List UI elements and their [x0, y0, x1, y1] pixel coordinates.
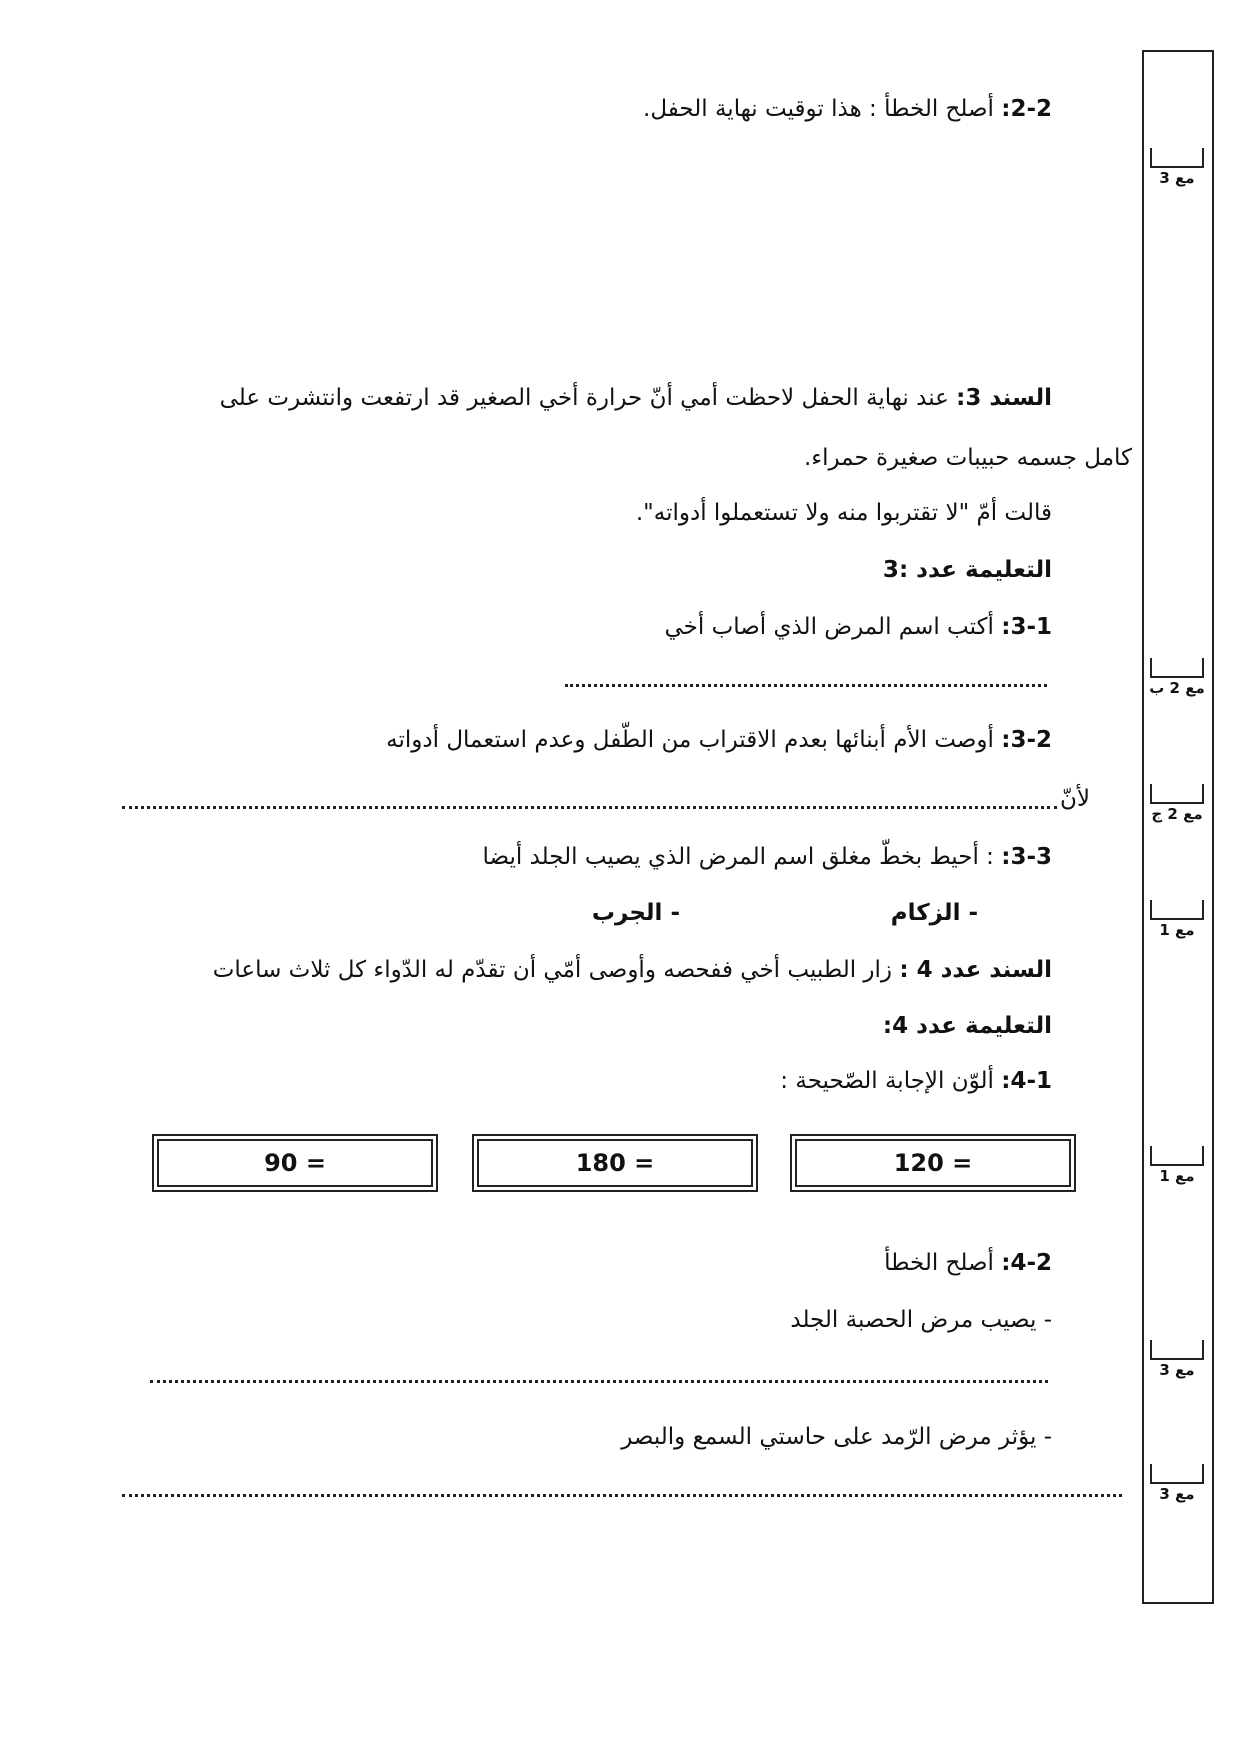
score-label: مع 3 [1159, 1361, 1195, 1379]
question-3-2 [386, 725, 1052, 755]
score-label: مع 1 [1159, 1167, 1195, 1185]
question-text: ألوّن الإجابة الصّحيحة : [780, 1068, 1002, 1094]
question-text: أصلح الخطأ [884, 1250, 1002, 1276]
document-text: زار الطبيب أخي ففحصه وأوصى أمّي أن تقدّم له الدّواء كل ثلاث ساعات [212, 957, 900, 983]
question-number: 3-3: [1001, 844, 1052, 870]
score-box [1146, 900, 1208, 944]
answer-option-value: 90 = [157, 1139, 433, 1187]
question-text: : أحيط بخطّ مغلق اسم المرض الذي يصيب الجلد أيضا [482, 844, 1002, 870]
score-label: مع 3 [1159, 1485, 1195, 1503]
question-3-1 [665, 612, 1053, 642]
document-4 [213, 955, 1052, 985]
score-label: مع 3 [1159, 169, 1195, 187]
answer-option-box[interactable] [152, 1134, 438, 1192]
answer-line[interactable] [122, 1494, 1122, 1497]
question-4-1 [780, 1066, 1052, 1096]
question-4-2 [884, 1248, 1052, 1278]
score-box [1146, 1146, 1208, 1190]
score-box [1146, 148, 1208, 192]
question-number: 3-1: [1001, 614, 1052, 640]
answer-option-value: 120 = [795, 1139, 1071, 1187]
answer-line[interactable] [565, 684, 1047, 687]
question-text: أوصت الأم أبنائها بعدم الاقتراب من الطّفل وعدم استعمال أدواته [386, 727, 1002, 753]
score-label: مع 2 ج [1151, 805, 1203, 823]
question-2-2 [643, 94, 1052, 124]
document-text: عند نهاية الحفل لاحظت أمي أنّ حرارة أخي الصغير قد ارتفعت وانتشرت على [219, 385, 957, 411]
score-label: مع 1 [1159, 921, 1195, 939]
score-box [1146, 658, 1208, 702]
question-3-3 [483, 842, 1052, 872]
answer-option-box[interactable] [472, 1134, 758, 1192]
answer-option-box[interactable] [790, 1134, 1076, 1192]
statement-1: - يصيب مرض الحصبة الجلد [790, 1307, 1052, 1333]
answer-line[interactable] [150, 1380, 1048, 1383]
statement-2: - يؤثر مرض الرّمد على حاستي السمع والبصر [621, 1424, 1052, 1450]
document-3-quote: قالت أمّ "لا تقتربوا منه ولا تستعملوا أدواته". [635, 500, 1052, 526]
score-box [1146, 1340, 1208, 1384]
score-box [1146, 784, 1208, 828]
answer-option-value: 180 = [477, 1139, 753, 1187]
document-3-line-1 [220, 383, 1052, 413]
instruction-3-heading: التعليمة عدد :3 [882, 557, 1052, 583]
option-scabies[interactable]: - الجرب [591, 900, 680, 926]
score-box [1146, 1464, 1208, 1508]
question-text: أصلح الخطأ : هذا توقيت نهاية الحفل. [643, 96, 1002, 122]
document-label: السند 3: [956, 385, 1052, 411]
question-text: أكتب اسم المرض الذي أصاب أخي [664, 614, 1002, 640]
because-label: لأنّ [1059, 786, 1090, 812]
question-number: 4-1: [1001, 1068, 1052, 1094]
document-label: السند عدد 4 : [899, 957, 1052, 983]
instruction-4-heading: التعليمة عدد 4: [882, 1013, 1052, 1039]
question-number: 2-2: [1001, 96, 1052, 122]
option-common-cold[interactable]: - الزكام [890, 900, 978, 926]
answer-line[interactable] [122, 806, 1057, 809]
score-label: مع 2 ب [1149, 679, 1205, 697]
question-number: 3-2: [1001, 727, 1052, 753]
document-3-line-2: كامل جسمه حبيبات صغيرة حمراء. [803, 445, 1132, 471]
question-number: 4-2: [1001, 1250, 1052, 1276]
